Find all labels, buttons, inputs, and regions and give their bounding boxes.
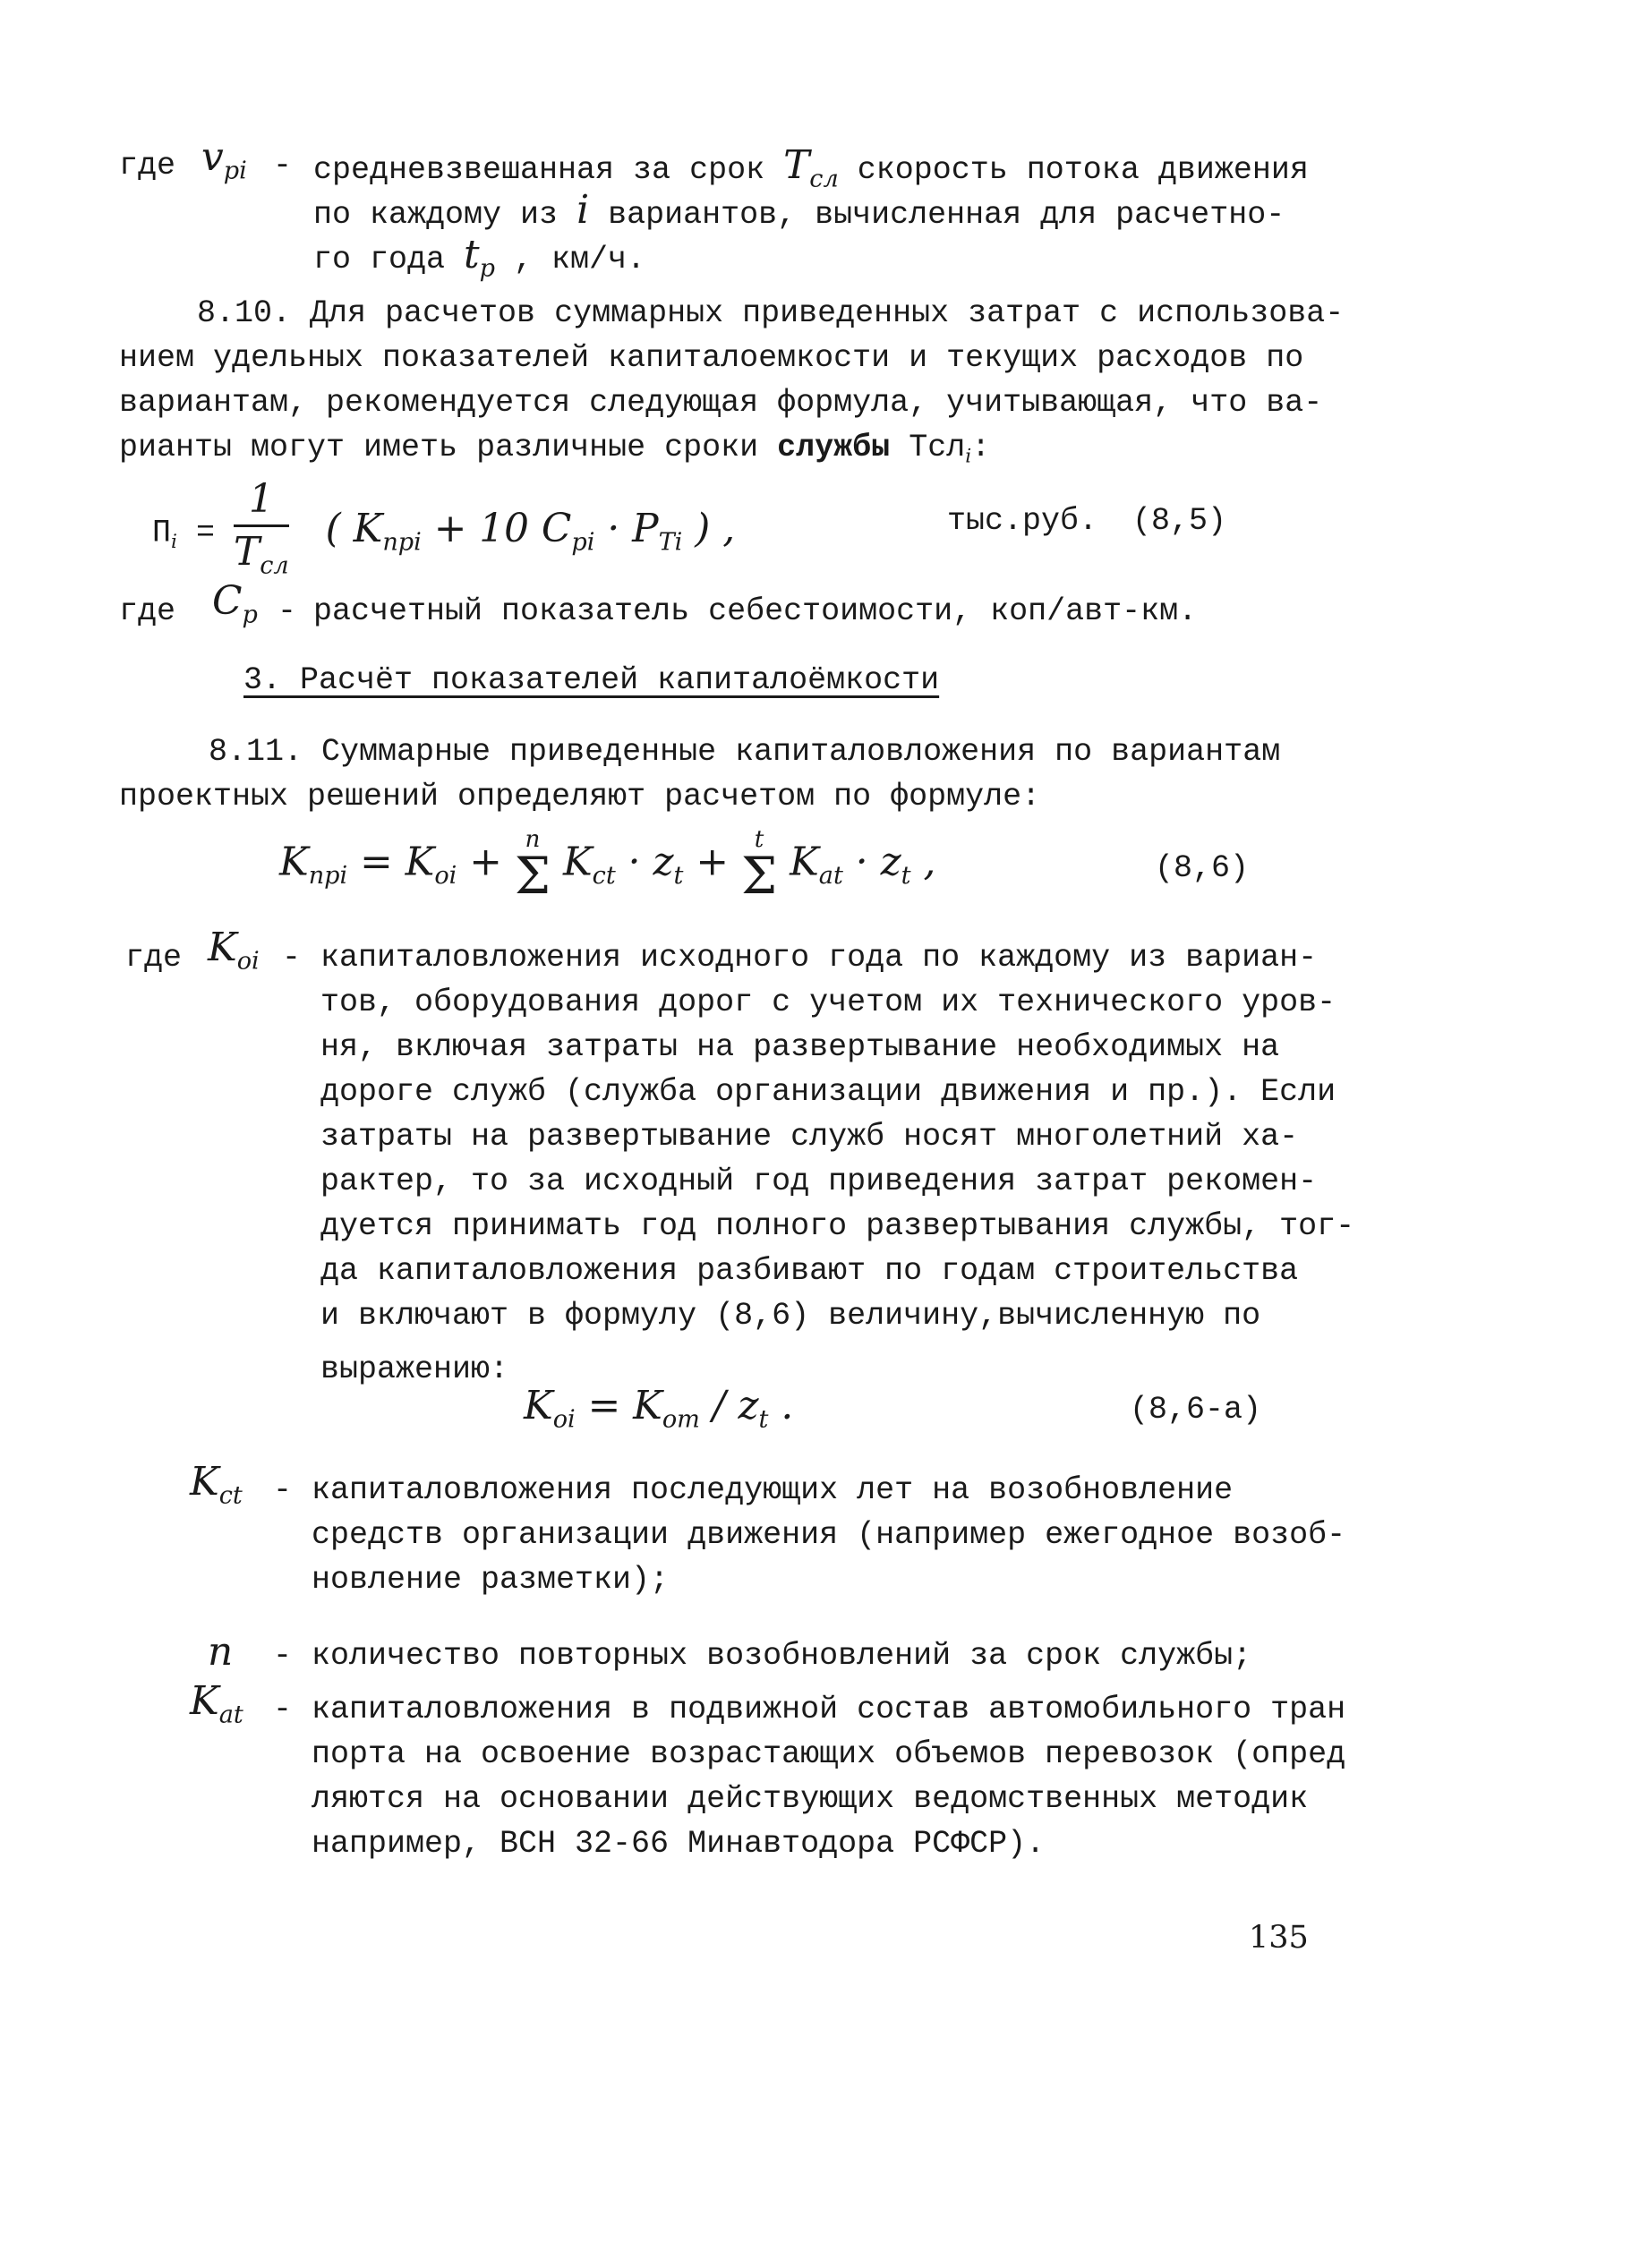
f86-lhs-sub: прi xyxy=(308,862,348,891)
koi-symbol xyxy=(208,925,260,975)
p810-colon: : xyxy=(971,430,991,465)
p811-line-2: проектных решений определяют расчетом по формуле: xyxy=(119,779,1041,814)
koi-line-3: ня, включая затраты на развертывание необходимых на xyxy=(320,1029,1280,1065)
p810-line-3: вариантам, рекомендуется следующая формула, учитывающая, что ва- xyxy=(119,385,1323,421)
tp-sub: p xyxy=(479,254,495,283)
tp-letter: t xyxy=(464,232,480,277)
f86a-z-sub: t xyxy=(758,1405,769,1434)
koi-line-4: дороге служб (служба организации движения и пр.). Если xyxy=(320,1074,1336,1110)
formula-8-6a xyxy=(524,1383,793,1433)
f86a-end: . xyxy=(781,1383,794,1428)
cp-symbol xyxy=(212,578,258,628)
cp-sub: p xyxy=(242,601,258,629)
vpi-dash: - xyxy=(273,148,293,183)
cp-text: расчетный показатель себестоимости, коп/авт-км. xyxy=(313,593,1198,629)
where-label: где xyxy=(119,148,176,183)
f85-close: ) , xyxy=(695,505,736,551)
koi-line-10: выражению: xyxy=(320,1351,509,1387)
koi-line-9: и включают в формулу (8,6) величину,вычисленную по xyxy=(320,1298,1261,1334)
f86-z1: · z xyxy=(628,839,674,885)
f86-k0: = K xyxy=(360,839,435,885)
kct-letter: K xyxy=(190,1459,219,1505)
vpi-line-1 xyxy=(313,142,1309,193)
section-heading: 3. Расчёт показателей капиталоёмкости xyxy=(243,662,940,698)
f86-sum2 xyxy=(740,826,778,907)
koi-line-1: капиталовложения исходного года по каждому из вариан- xyxy=(320,940,1318,976)
kat-letter: K xyxy=(190,1678,219,1724)
kat-line-1: капиталовложения в подвижной состав автомобильного тран xyxy=(312,1692,1346,1727)
p810-line-4 xyxy=(119,425,1344,470)
kat-line-3: ляются на основании действующих ведомственных методик xyxy=(312,1781,1309,1817)
p811-line-1: 8.11. Суммарные приведенные капиталовложения по вариантам xyxy=(209,734,1281,770)
formula-8-6 xyxy=(279,826,936,907)
kct-dash: - xyxy=(273,1472,293,1508)
koi-line-6: рактер, то за исходный год приведения затрат рекомен- xyxy=(320,1164,1318,1199)
f86a-lhs: K xyxy=(524,1383,553,1428)
cp-letter: C xyxy=(212,578,243,624)
koi-dash: - xyxy=(282,940,302,976)
f85-c-sub: pi xyxy=(571,527,595,556)
f85-fraction xyxy=(234,474,289,591)
koi-line-5: затраты на развертывание служб носят многолетний ха- xyxy=(320,1119,1299,1155)
f85-body xyxy=(325,505,736,556)
f86-z2: · z xyxy=(855,839,901,885)
f86-kct: K xyxy=(562,839,593,885)
formula-8-5 xyxy=(152,474,735,591)
paragraph-8-11 xyxy=(119,729,1280,819)
kct-definition xyxy=(312,1468,1345,1602)
tp-symbol xyxy=(464,232,495,283)
f86-kat-sub: at xyxy=(818,862,843,891)
f86-lhs: K xyxy=(279,839,309,885)
paragraph-8-10 xyxy=(119,291,1344,470)
tsl-sub: сл xyxy=(809,165,839,193)
f86-plus2: + xyxy=(696,839,730,885)
koi-where: где xyxy=(125,940,183,976)
koi-line-2: тов, оборудования дорог с учетом их технического уров- xyxy=(320,985,1336,1020)
tsl-symbol xyxy=(783,142,839,193)
f86-kct-sub: ct xyxy=(592,862,616,891)
f85-unit: тыс.руб. xyxy=(947,503,1098,539)
f85-numerator: 1 xyxy=(234,474,289,527)
n-text: количество повторных возобновлений за срок службы; xyxy=(312,1638,1252,1674)
f86-plus1: + xyxy=(469,839,502,885)
f86-z2-sub: t xyxy=(901,862,911,891)
kat-line-4: например, ВСН 32-66 Минавтодора РСФСР). xyxy=(312,1826,1046,1862)
n-dash: - xyxy=(273,1638,293,1674)
vpi-symbol-letter: v xyxy=(201,134,224,180)
kct-line-3: новление разметки); xyxy=(312,1562,670,1598)
vpi-text-5: го года xyxy=(313,242,446,277)
p810-tsl-sub: i xyxy=(965,445,972,468)
kct-line-1: капиталовложения последующих лет на возобновление xyxy=(312,1472,1234,1508)
tsl-letter: T xyxy=(783,142,810,188)
vpi-text-4: вариантов, вычисленная для расчетно- xyxy=(608,197,1285,233)
f85-c: + 10 C xyxy=(433,505,572,551)
f85-k: ( K xyxy=(325,505,383,551)
p810-line-1: 8.10. Для расчетов суммарных приведенных затрат с использова- xyxy=(197,295,1345,331)
f86a-number: (8,6-а) xyxy=(1130,1392,1262,1428)
f85-lhs: П xyxy=(152,515,172,551)
vpi-text-1: средневзвешанная за срок xyxy=(313,152,765,188)
kat-dash: - xyxy=(273,1692,293,1727)
f85-den-sub: сл xyxy=(260,551,289,580)
f86-sum1 xyxy=(514,826,551,907)
f86-number: (8,6) xyxy=(1155,850,1250,886)
f86-sum1-top: n xyxy=(525,826,541,853)
vpi-text-2: скорость потока движения xyxy=(857,152,1309,188)
n-symbol: n xyxy=(208,1629,234,1675)
f86-sigma2: Σ xyxy=(740,847,778,907)
f85-p: · P xyxy=(607,505,659,551)
koi-sub: oi xyxy=(236,947,260,976)
kat-sub: at xyxy=(218,1701,243,1729)
kat-line-2: порта на освоение возрастающих объемов перевозок (опред xyxy=(312,1736,1346,1772)
p810-tsl: Тсл xyxy=(909,430,966,465)
f85-number: (8,5) xyxy=(1132,503,1227,539)
vpi-text-3: по каждому из xyxy=(313,197,559,233)
vpi-line-3 xyxy=(313,232,1309,283)
kat-definition xyxy=(312,1687,1345,1866)
vpi-text-6: , км/ч. xyxy=(514,242,646,277)
kct-sub: ct xyxy=(218,1481,243,1510)
koi-letter: K xyxy=(208,925,237,970)
vpi-definition xyxy=(313,142,1309,283)
f85-p-sub: Ti xyxy=(658,527,683,556)
f86a-lhs-sub: oi xyxy=(552,1405,576,1434)
koi-line-7: дуется принимать год полного развертывания службы, тог- xyxy=(320,1208,1355,1244)
f86-k0-sub: oi xyxy=(434,862,457,891)
f85-eq: = xyxy=(195,515,215,551)
p810-text-4: рианты могут иметь различные сроки xyxy=(119,430,759,465)
cp-where: где xyxy=(119,593,176,629)
page-number: 135 xyxy=(1249,1920,1309,1956)
f86a-k-sub: oт xyxy=(662,1405,700,1434)
f86-sum2-top: t xyxy=(754,826,764,853)
f85-lhs-sub: i xyxy=(171,531,177,554)
p810-line-2: нием удельных показателей капиталоемкости и текущих расходов по xyxy=(119,340,1304,376)
kct-line-2: средств организации движения (например ежегодное возоб- xyxy=(312,1517,1346,1553)
koi-line-8: да капиталовложения разбивают по годам строительства xyxy=(320,1253,1299,1289)
f86-end: , xyxy=(923,839,936,885)
vpi-line-2 xyxy=(313,188,1309,233)
f86a-k: = K xyxy=(587,1383,662,1428)
f86-z1-sub: t xyxy=(673,862,684,891)
f86a-z: / z xyxy=(712,1383,759,1428)
vpi-symbol-sub: pi xyxy=(223,157,247,185)
p810-bold-word: службы xyxy=(777,430,891,465)
f86-sigma1: Σ xyxy=(514,847,551,907)
kat-symbol xyxy=(190,1678,243,1728)
vpi-symbol xyxy=(201,134,247,184)
f85-k-sub: прi xyxy=(382,527,422,556)
f86-kat: K xyxy=(790,839,819,885)
koi-definition xyxy=(320,935,1354,1392)
i-symbol: i xyxy=(576,187,590,233)
kct-symbol xyxy=(190,1459,243,1509)
cp-dash: - xyxy=(278,593,297,629)
f85-den-letter: T xyxy=(234,529,260,575)
